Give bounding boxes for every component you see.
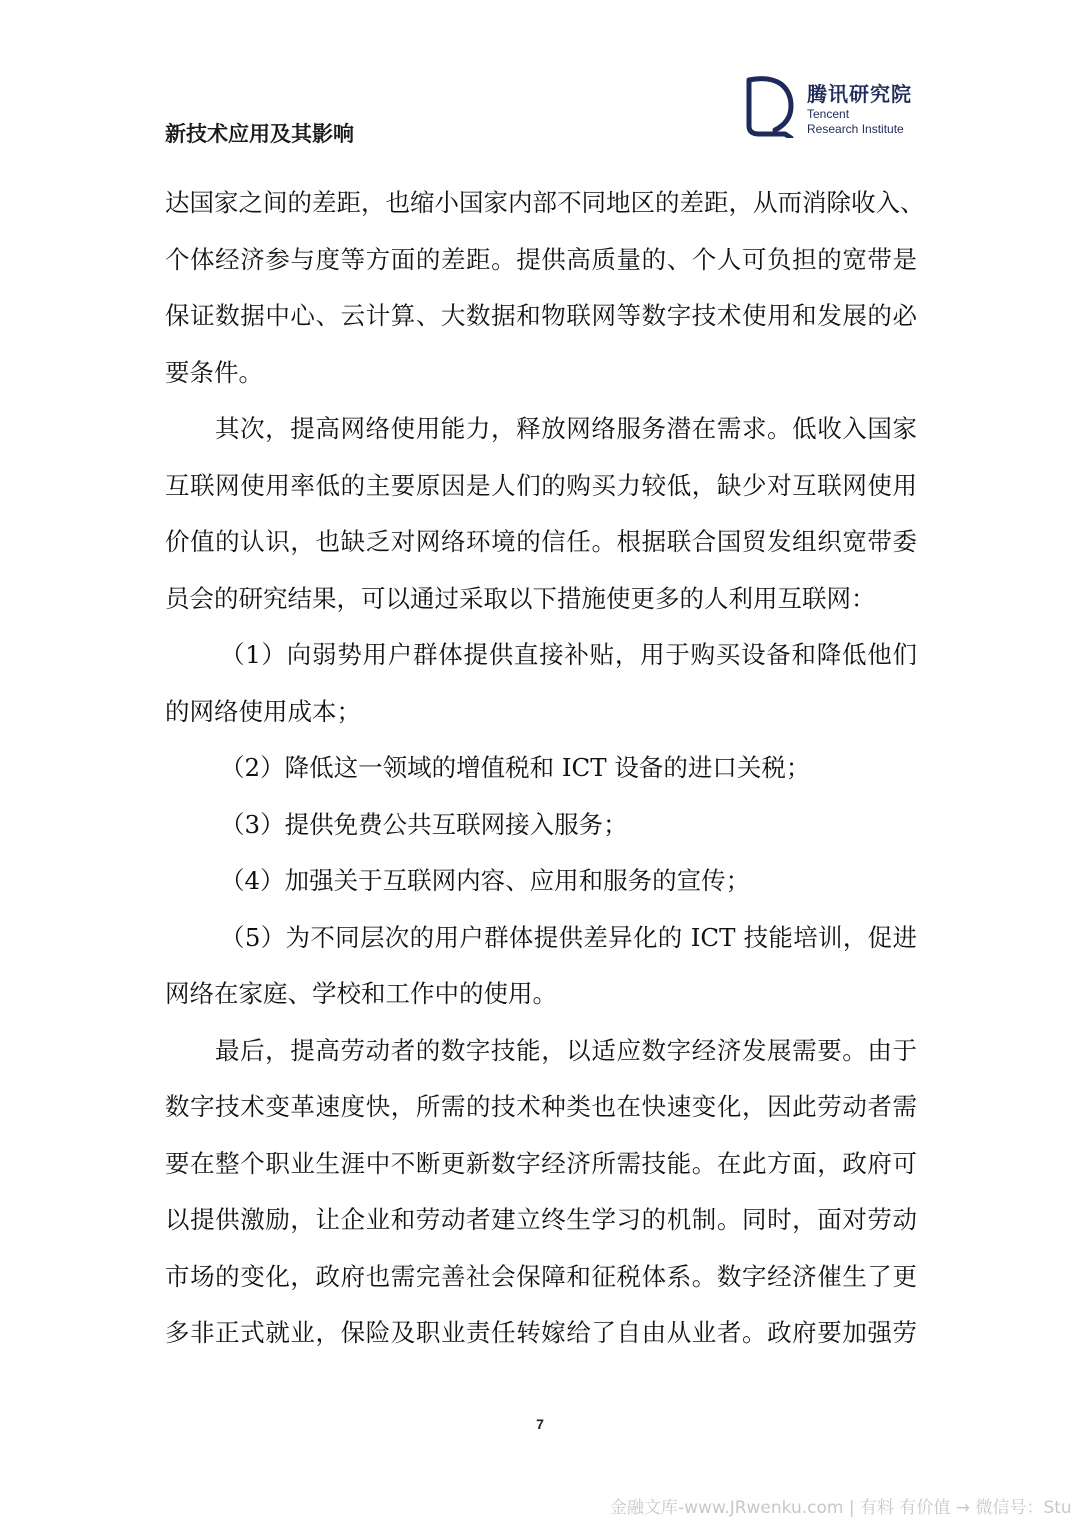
list-item-line: （5）为不同层次的用户群体提供差异化的 ICT 技能培训，促进 [220,922,917,952]
text-line: 其次，提高网络使用能力，释放网络服务潜在需求。低收入国家 [215,414,917,443]
text-line: 要在整个职业生涯中不断更新数字经济所需技能。在此方面，政府可 [165,1148,917,1178]
text-line: 市场的变化，政府也需完善社会保障和征税体系。数字经济催生了更 [165,1261,917,1291]
text-line: 保证数据中心、云计算、大数据和物联网等数字技术使用和发展的必 [165,301,917,330]
text-line: 的网络使用成本； [165,696,361,726]
text-line: 员会的研究结果，可以通过采取以下措施使更多的人利用互联网： [165,583,876,613]
text-line: 达国家之间的差距，也缩小国家内部不同地区的差距，从而消除收入、 [165,188,925,217]
running-header-title: 新技术应用及其影响 [165,122,354,146]
text-line: 价值的认识，也缺乏对网络环境的信任。根据联合国贸发组织宽带委 [165,527,917,556]
logo-chinese-name: 腾讯研究院 [807,82,912,106]
list-item-line: （3）提供免费公共互联网接入服务； [220,809,628,839]
text-line: 数字技术变革速度快，所需的技术种类也在快速变化，因此劳动者需 [165,1092,917,1121]
watermark-text: 金融文库-www.JRwenku.com | 有料 有价值 → 微信号：Stu [610,1498,1072,1518]
tencent-research-institute-logo [745,76,925,138]
list-item-line: （4）加强关于互联网内容、应用和服务的宣传； [220,866,751,895]
text-line: 网络在家庭、学校和工作中的使用。 [165,979,557,1008]
logo-english-line-1: Tencent [807,107,850,121]
body-text [165,175,925,1362]
logo-mark-icon [745,76,795,138]
list-item-line: （1）向弱势用户群体提供直接补贴，用于购买设备和降低他们 [220,640,917,669]
page-number: 7 [536,1416,544,1432]
logo-english-line-2: Research Institute [807,122,904,136]
text-line: 互联网使用率低的主要原因是人们的购买力较低，缺少对互联网使用 [165,470,917,500]
text-line: 最后，提高劳动者的数字技能，以适应数字经济发展需要。由于 [215,1035,917,1065]
text-line: 要条件。 [165,357,263,387]
list-item-line: （2）降低这一领域的增值税和 ICT 设备的进口关税； [220,753,811,782]
text-line: 以提供激励，让企业和劳动者建立终生学习的机制。同时，面对劳动 [165,1205,917,1234]
text-line: 多非正式就业，保险及职业责任转嫁给了自由从业者。政府要加强劳 [165,1318,917,1347]
text-line: 个体经济参与度等方面的差距。提供高质量的、个人可负担的宽带是 [165,244,917,274]
